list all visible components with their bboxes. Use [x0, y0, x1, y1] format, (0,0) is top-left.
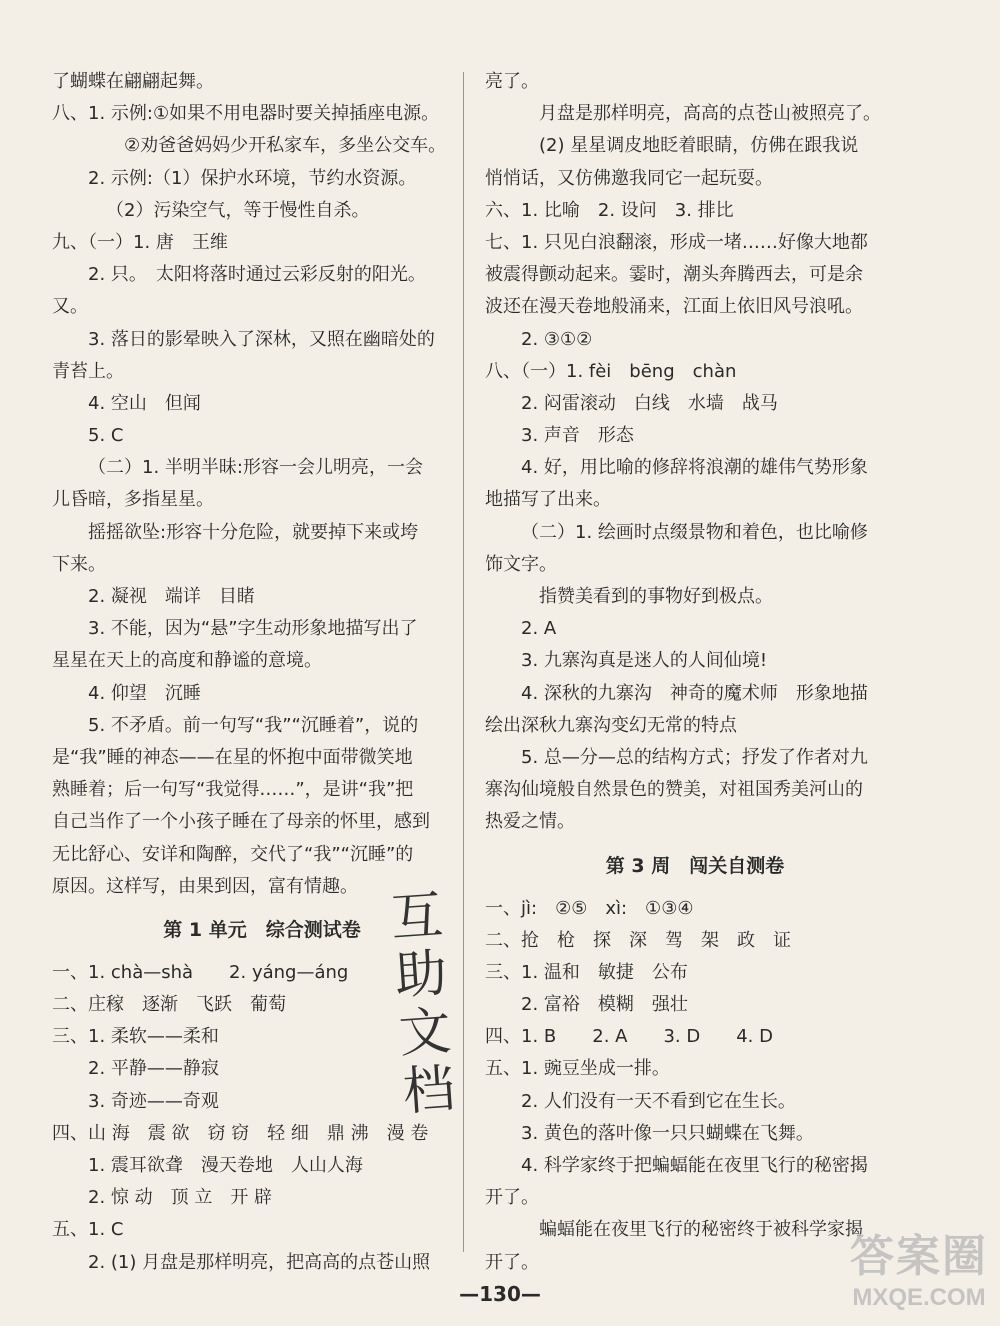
answer-line: 4. 科学家终于把蝙蝠能在夜里飞行的秘密揭	[521, 1155, 868, 1176]
answer-line: 2. (1) 月盘是那样明亮，把高高的点苍山照	[88, 1251, 431, 1273]
answer-line: 自己当作了一个小孩子睡在了母亲的怀里，感到	[52, 811, 430, 833]
answer-line: 三、1. 柔软——柔和	[52, 1026, 219, 1048]
answer-line: 开了。	[485, 1251, 539, 1273]
answer-line: 寨沟仙境般自然景色的赞美，对祖国秀美河山的	[485, 779, 863, 801]
answer-line: 蝙蝠能在夜里飞行的秘密终于被科学家揭	[539, 1219, 863, 1241]
answer-line: 饰文字。	[485, 553, 557, 575]
answer-line: 绘出深秋九寨沟变幻无常的特点	[485, 714, 737, 736]
answer-line: （二）1. 半明半昧:形容一会儿明亮，一会	[88, 457, 423, 479]
answer-line: 2. ③①②	[521, 328, 593, 350]
answer-line: 2. 平静——静寂	[88, 1058, 219, 1080]
answer-line: 开了。	[485, 1187, 539, 1209]
answer-line: 了蝴蝶在翩翩起舞。	[52, 71, 214, 92]
answer-line: 2. A	[521, 618, 557, 640]
watermark-cn: 答案圈	[850, 1231, 988, 1282]
answer-line: 二、抢 枪 探 深 驾 架 政 证	[485, 929, 791, 951]
answer-line: 儿昏暗，多指星星。	[52, 489, 214, 511]
answer-line: 2. 惊 动 顶 立 开 辟	[88, 1187, 273, 1209]
answer-line: ②劝爸爸妈妈少开私家车，多坐公交车。	[124, 135, 447, 157]
answer-line: 四、山 海 震 欲 窃 窃 轻 细 鼎 沸 漫 卷	[52, 1122, 429, 1144]
answer-line: 青苔上。	[52, 360, 124, 382]
answer-line: 悄悄话，又仿佛邀我同它一起玩耍。	[485, 167, 773, 189]
answer-line: 3. 落日的影晕映入了深林，又照在幽暗处的	[88, 328, 435, 350]
answer-line: 六、1. 比喻 2. 设问 3. 排比	[485, 199, 734, 221]
answer-line: 一、jì: ②⑤ xì: ①③④	[485, 897, 694, 919]
answer-line: 八、（一）1. fèi bēng chàn	[485, 360, 737, 382]
answer-line: 被震得颤动起来。霎时，潮头奔腾西去，可是余	[485, 264, 863, 286]
section-title: 第 1 单元 综合测试卷	[163, 918, 361, 941]
watermark-en: MXQE.COM	[852, 1284, 986, 1311]
answer-line: 五、1. 豌豆坐成一排。	[485, 1058, 670, 1080]
answer-line: 是“我”睡的神态——在星的怀抱中面带微笑地	[52, 746, 413, 768]
answer-line: 星星在天上的高度和静谧的意境。	[52, 650, 322, 672]
answer-line: 指赞美看到的事物好到极点。	[539, 586, 773, 607]
answer-line: 热爱之情。	[485, 811, 575, 833]
answer-line: 又。	[52, 296, 88, 318]
answer-line: 4. 空山 但闻	[88, 392, 201, 414]
answer-line: 八、1. 示例:①如果不用电器时要关掉插座电源。	[52, 103, 440, 125]
answer-line: 1. 震耳欲聋 漫天卷地 人山人海	[88, 1155, 363, 1176]
answer-line: 4. 好，用比喻的修辞将浪潮的雄伟气势形象	[521, 457, 868, 479]
answer-line: 亮了。	[485, 71, 539, 92]
answer-line: 下来。	[52, 553, 106, 575]
page-number: —130—	[459, 1282, 541, 1306]
answer-line: 3. 声音 形态	[521, 425, 634, 447]
right-column	[485, 66, 905, 1279]
answer-line: （2）污染空气，等于慢性自杀。	[106, 199, 370, 221]
answer-line: 5. 不矛盾。前一句写“我”“沉睡着”，说的	[88, 714, 419, 736]
answer-line: 三、1. 温和 敏捷 公布	[485, 961, 688, 983]
answer-line: (2) 星星调皮地眨着眼睛，仿佛在跟我说	[539, 135, 859, 157]
answer-line: 2. 富裕 模糊 强壮	[521, 994, 688, 1016]
answer-line: 4. 深秋的九寨沟 神奇的魔术师 形象地描	[521, 682, 868, 704]
answer-line: 七、1. 只见白浪翻滚，形成一堵……好像大地都	[485, 231, 868, 253]
answer-line: 5. C	[88, 425, 124, 447]
answer-line: 3. 九寨沟真是迷人的人间仙境!	[521, 650, 768, 672]
answer-line: 2. 人们没有一天不看到它在生长。	[521, 1090, 796, 1112]
answer-line: 一、1. chà—shà 2. yáng—áng	[52, 961, 349, 983]
section-title: 第 3 周 闯关自测卷	[605, 854, 785, 877]
answer-line: 2. 示例:（1）保护水环境，节约水资源。	[88, 167, 417, 189]
watermark-logo	[850, 1220, 988, 1312]
column-divider	[463, 72, 464, 1252]
answer-line: 月盘是那样明亮，高高的点苍山被照亮了。	[539, 103, 881, 125]
answer-line: 无比舒心、安详和陶醉，交代了“我”“沉睡”的	[52, 843, 414, 865]
answer-line: 2. 凝视 端详 目睹	[88, 586, 255, 607]
answer-line: 3. 不能，因为“悬”字生动形象地描写出了	[88, 618, 418, 640]
answer-line: 地描写了出来。	[485, 489, 611, 511]
answer-line: 原因。这样写，由果到因，富有情趣。	[52, 875, 358, 897]
answer-line: 五、1. C	[52, 1219, 124, 1241]
answer-line: 2. 闷雷滚动 白线 水墙 战马	[521, 392, 778, 414]
answer-line: 摇摇欲坠:形容十分危险，就要掉下来或垮	[88, 521, 419, 543]
handwritten-note: 互助文档	[388, 885, 458, 1123]
answer-line: 2. 只。 太阳将落时通过云彩反射的阳光。	[88, 264, 426, 286]
answer-line: 四、1. B 2. A 3. D 4. D	[485, 1026, 773, 1048]
answer-line: 熟睡着；后一句写“我觉得……”，是讲“我”把	[52, 779, 414, 801]
answer-line: 二、庄稼 逐渐 飞跃 葡萄	[52, 994, 286, 1016]
answer-line: （二）1. 绘画时点缀景物和着色，也比喻修	[521, 521, 868, 543]
answer-line: 3. 黄色的落叶像一只只蝴蝶在飞舞。	[521, 1122, 814, 1144]
answer-line: 3. 奇迹——奇观	[88, 1090, 219, 1112]
answer-line: 5. 总—分—总的结构方式；抒发了作者对九	[521, 746, 868, 768]
answer-line: 4. 仰望 沉睡	[88, 682, 201, 704]
answer-line: 九、（一）1. 唐 王维	[52, 231, 228, 253]
answer-line: 波还在漫天卷地般涌来，江面上依旧风号浪吼。	[485, 296, 863, 318]
